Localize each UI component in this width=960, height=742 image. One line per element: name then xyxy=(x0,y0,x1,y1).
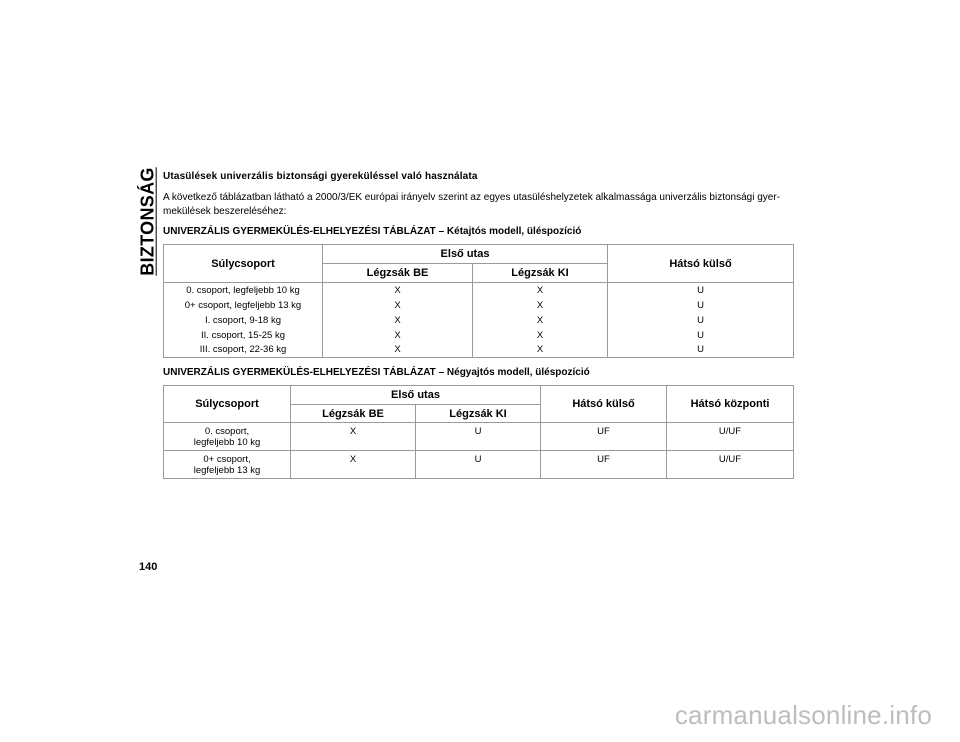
table2-cell-group-line1: 0. csoport, xyxy=(204,426,250,437)
table-row xyxy=(164,343,794,358)
table-row xyxy=(164,451,794,479)
table2-cell-airbag-on: X xyxy=(291,451,416,479)
table2-title: UNIVERZÁLIS GYERMEKÜLÉS-ELHELYEZÉSI TÁBLÁZAT – Négyajtós modell, üléspozíció xyxy=(163,367,590,378)
table2-cell-rear-outer: UF xyxy=(541,423,667,451)
table1-cell-group: I. csoport, 9-18 kg xyxy=(164,313,323,328)
table1-cell-airbag-on: X xyxy=(323,313,473,328)
table1-header-airbag-off: Légzsák KI xyxy=(473,264,608,283)
table1-cell-airbag-on: X xyxy=(323,298,473,313)
table1-cell-rear: U xyxy=(608,328,794,343)
table1-cell-airbag-off: X xyxy=(473,313,608,328)
table2-header-rear-outer: Hátsó külső xyxy=(541,386,667,423)
table2-header-rear-center: Hátsó központi xyxy=(667,386,794,423)
table1-header-weight: Súlycsoport xyxy=(164,245,323,283)
intro-paragraph: A következő táblázatban látható a 2000/3/EK európai irányelv szerint az egyes utasüléshelyzetek alkalmassága univerzális biztonsági gyer-mekülések beszereléséhez: xyxy=(163,192,781,217)
table1-header-front: Első utas xyxy=(323,245,608,264)
table1-cell-rear: U xyxy=(608,283,794,298)
table1-cell-group: II. csoport, 15-25 kg xyxy=(164,328,323,343)
table1-cell-rear: U xyxy=(608,313,794,328)
table2-header-airbag-on: Légzsák BE xyxy=(291,405,416,423)
table-row xyxy=(164,328,794,343)
table2-cell-airbag-off: U xyxy=(416,451,541,479)
table1-cell-airbag-off: X xyxy=(473,328,608,343)
table2-cell-group xyxy=(164,423,291,451)
table2-cell-airbag-off: U xyxy=(416,423,541,451)
table2-cell-rear-center: U/UF xyxy=(667,451,794,479)
table1-header-rear-outer: Hátsó külső xyxy=(608,245,794,283)
table-row xyxy=(164,283,794,298)
table2-header-front: Első utas xyxy=(291,386,541,405)
section-heading: Utasülések univerzális biztonsági gyereküléssel való használata xyxy=(163,171,478,182)
table-row xyxy=(164,298,794,313)
table1-cell-rear: U xyxy=(608,343,794,358)
page-number: 140 xyxy=(139,561,158,573)
table1-cell-airbag-off: X xyxy=(473,343,608,358)
table1-cell-airbag-on: X xyxy=(323,283,473,298)
table2-cell-rear-center: U/UF xyxy=(667,423,794,451)
table2-four-door xyxy=(163,385,794,479)
table2-header-airbag-off: Légzsák KI xyxy=(416,405,541,423)
table2-cell-group-line1: 0+ csoport, xyxy=(203,454,251,465)
table1-cell-airbag-off: X xyxy=(473,298,608,313)
table2-cell-group xyxy=(164,451,291,479)
table-row xyxy=(164,423,794,451)
table1-title: UNIVERZÁLIS GYERMEKÜLÉS-ELHELYEZÉSI TÁBLÁZAT – Kétajtós modell, üléspozíció xyxy=(163,226,582,237)
chapter-side-tab-label: BIZTONSÁG xyxy=(138,166,158,276)
table1-cell-group: III. csoport, 22-36 kg xyxy=(164,343,323,358)
table1-cell-group: 0. csoport, legfeljebb 10 kg xyxy=(164,283,323,298)
table1-cell-group: 0+ csoport, legfeljebb 13 kg xyxy=(164,298,323,313)
table-row xyxy=(164,313,794,328)
table1-header-airbag-on: Légzsák BE xyxy=(323,264,473,283)
table1-cell-airbag-on: X xyxy=(323,328,473,343)
table2-cell-rear-outer: UF xyxy=(541,451,667,479)
table1-two-door xyxy=(163,244,794,358)
table2-cell-group-line2: legfeljebb 13 kg xyxy=(193,465,261,476)
table1-cell-airbag-off: X xyxy=(473,283,608,298)
table2-cell-group-line2: legfeljebb 10 kg xyxy=(193,437,261,448)
table2-header-weight: Súlycsoport xyxy=(164,386,291,423)
watermark: carmanualsonline.info xyxy=(674,700,932,730)
table2-cell-airbag-on: X xyxy=(291,423,416,451)
table1-cell-airbag-on: X xyxy=(323,343,473,358)
chapter-side-tab xyxy=(139,166,158,276)
table1-cell-rear: U xyxy=(608,298,794,313)
